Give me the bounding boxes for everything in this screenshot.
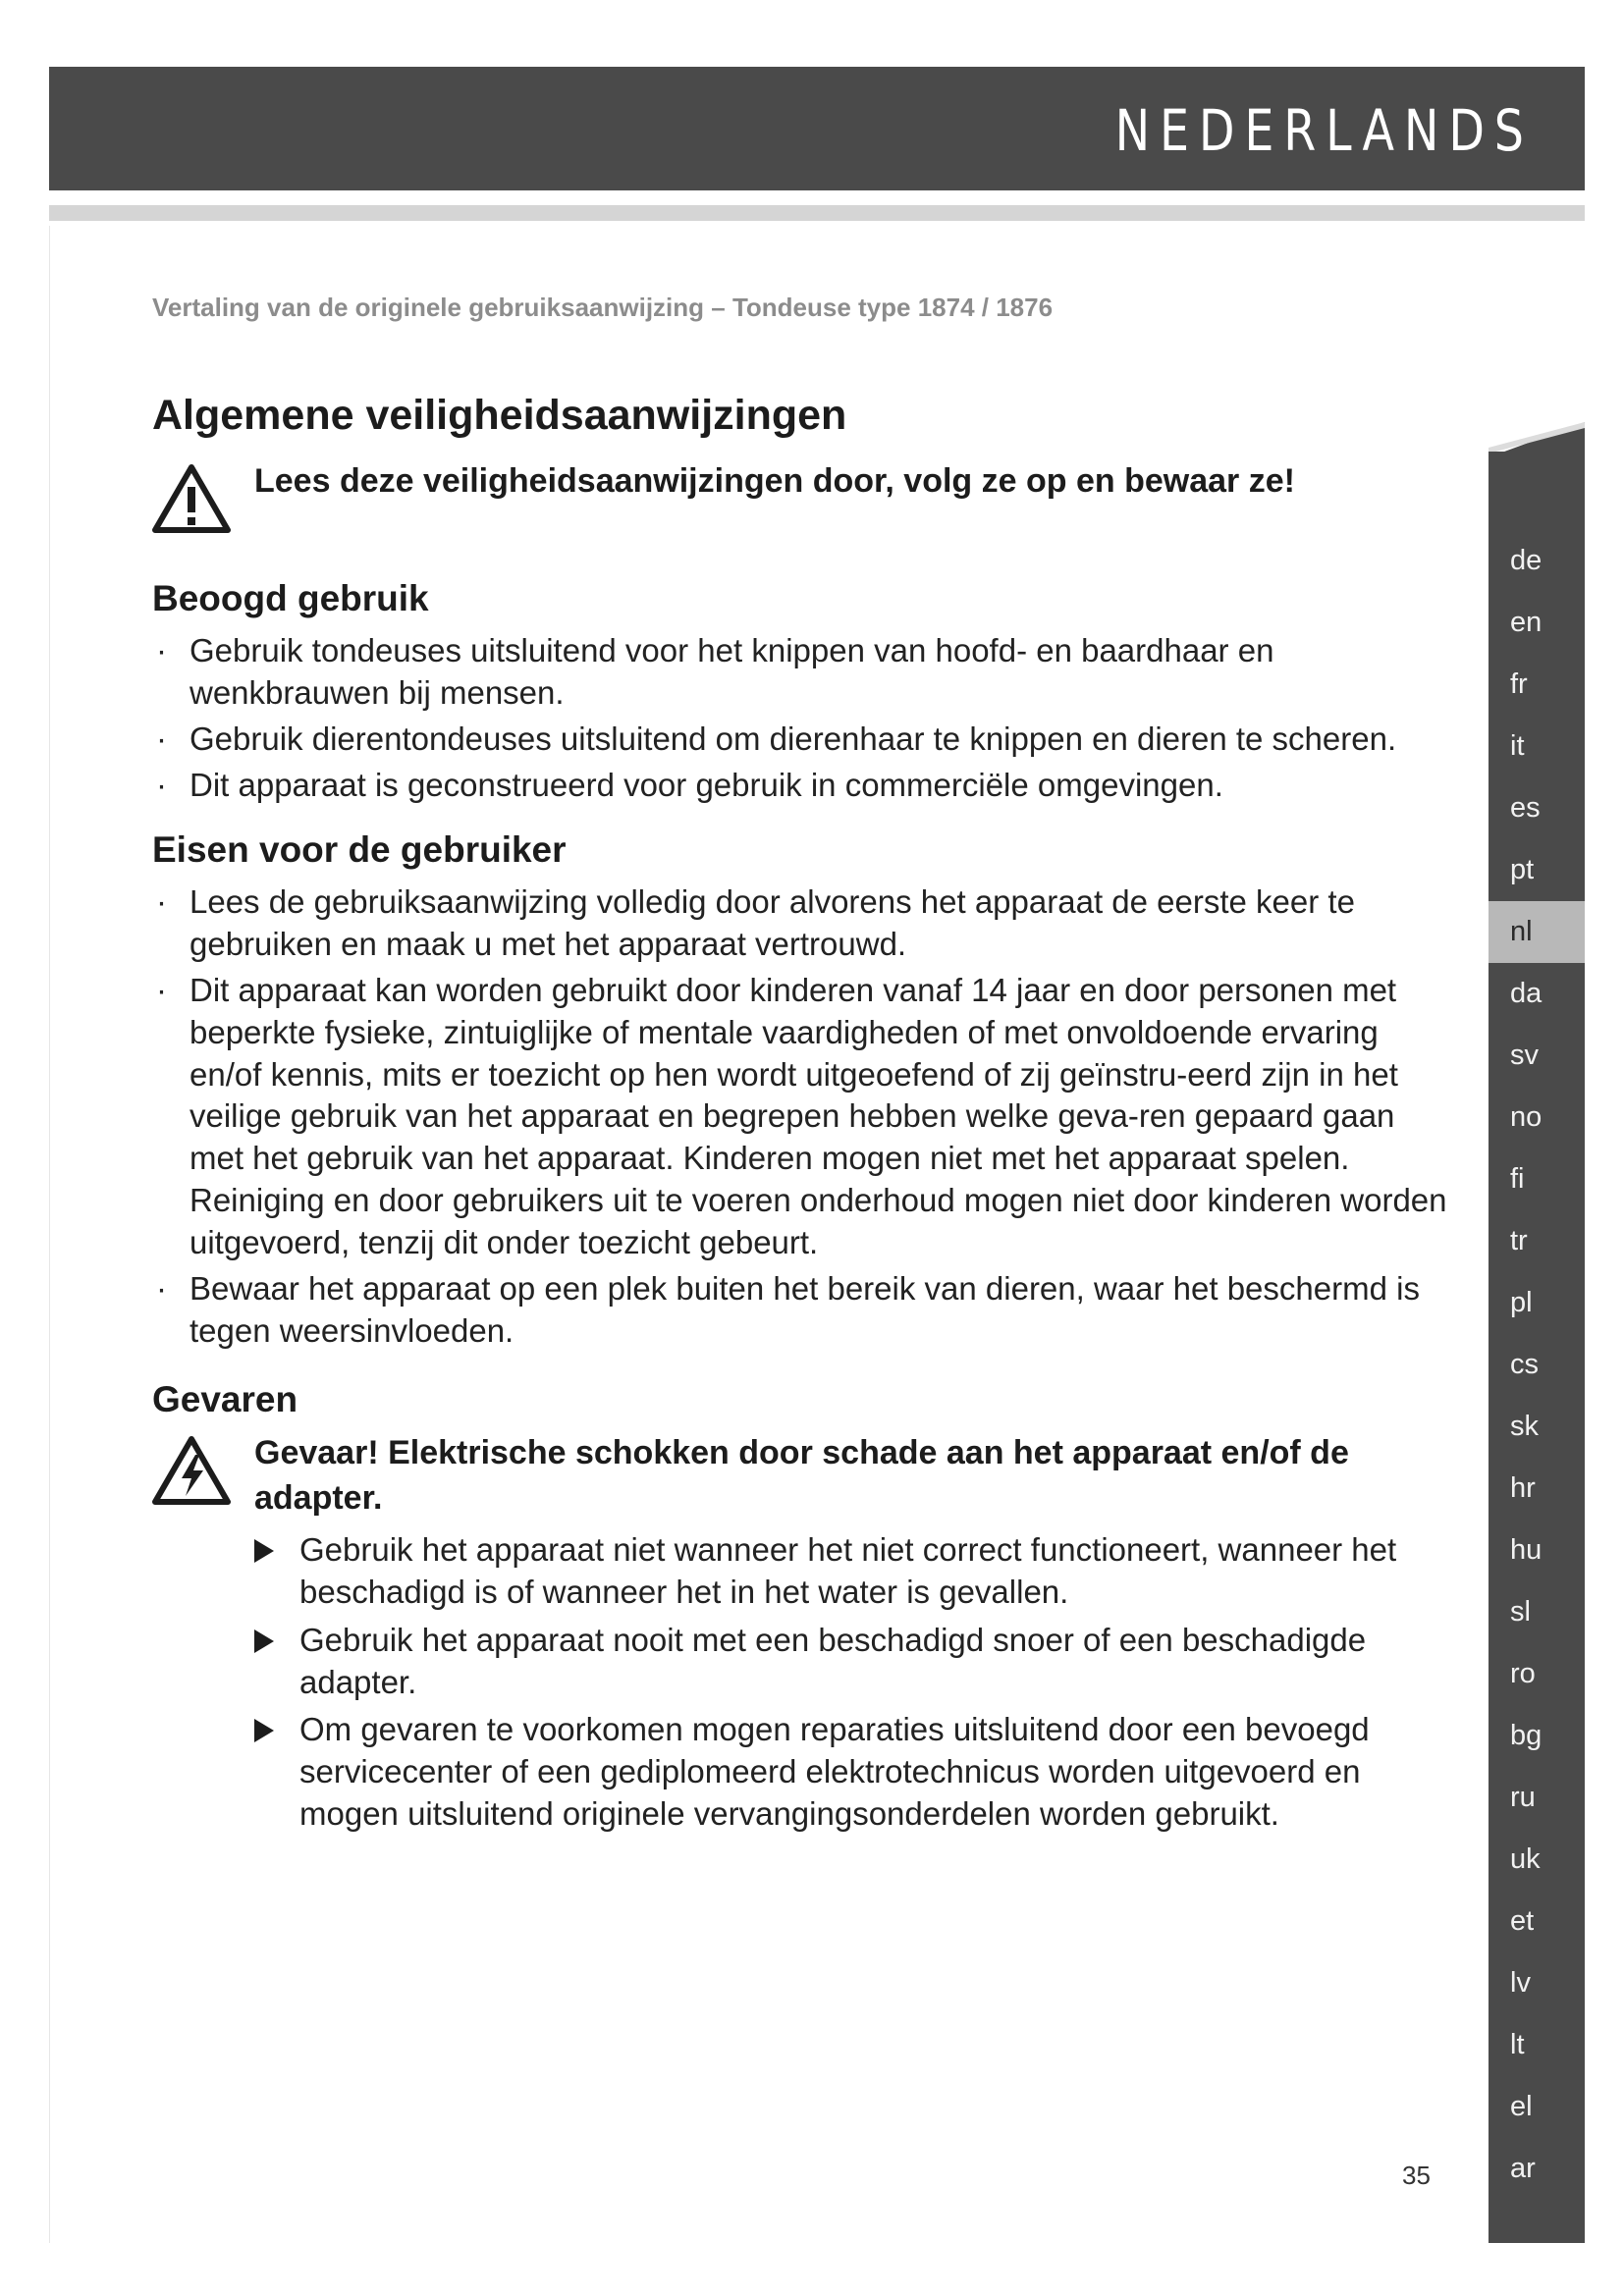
language-tab-ru[interactable]: ru xyxy=(1510,1782,1536,1813)
warning-triangle-icon xyxy=(152,463,231,534)
list-item-text: Gebruik het apparaat niet wanneer het niet correct functioneert, wanneer het beschadigd is of wanneer het in het water is gevallen. xyxy=(299,1530,1397,1610)
list-item xyxy=(248,1529,1448,1614)
bullet-dot: · xyxy=(156,766,167,803)
bullet-dot: · xyxy=(156,720,167,757)
language-tab-lv[interactable]: lv xyxy=(1510,1967,1531,1999)
language-tab-hr[interactable]: hr xyxy=(1510,1472,1536,1504)
page-margin-line xyxy=(49,226,50,2243)
language-tab-ro[interactable]: ro xyxy=(1510,1658,1536,1689)
bullet-dot: · xyxy=(156,631,167,668)
language-sidebar xyxy=(1489,422,1585,2243)
header-divider xyxy=(49,205,1585,221)
list-item-text: Dit apparaat is geconstrueerd voor gebruik in commerciële omgevingen. xyxy=(189,766,1223,803)
hazard-actions-list xyxy=(248,1529,1448,1836)
list-item xyxy=(248,1620,1448,1704)
language-tab-nl[interactable]: nl xyxy=(1489,901,1585,963)
language-tab-cs[interactable]: cs xyxy=(1510,1349,1539,1380)
language-tab-no[interactable]: no xyxy=(1510,1101,1543,1133)
language-tab-el[interactable]: el xyxy=(1510,2091,1533,2122)
language-tab-bg[interactable]: bg xyxy=(1510,1720,1543,1751)
language-tab-uk[interactable]: uk xyxy=(1510,1843,1541,1875)
list-item-text: Gebruik tondeuses uitsluitend voor het knippen van hoofd- en baardhaar en wenkbrauwen bij mensen. xyxy=(189,631,1274,711)
main-content xyxy=(152,391,1448,1842)
hazard-warning-text: Gevaar! Elektrische schokken door schade aan het apparaat en/of de adapter. xyxy=(254,1434,1349,1518)
header-bar xyxy=(49,67,1585,190)
list-item-text: Bewaar het apparaat op een plek buiten het bereik van dieren, waar het beschermd is tegen weersinvloeden. xyxy=(189,1269,1420,1349)
list-item xyxy=(152,765,1448,807)
language-tab-sk[interactable]: sk xyxy=(1510,1411,1539,1442)
section-heading-hazards: Gevaren xyxy=(152,1378,298,1419)
intro-warning xyxy=(152,459,1448,534)
language-tab-en[interactable]: en xyxy=(1510,607,1543,638)
list-item xyxy=(152,1268,1448,1353)
intro-warning-text: Lees deze veiligheidsaanwijzingen door, volg ze op en bewaar ze! xyxy=(254,461,1295,500)
list-item xyxy=(248,1709,1448,1836)
language-tab-et[interactable]: et xyxy=(1510,1905,1535,1937)
list-item xyxy=(152,881,1448,966)
arrow-right-icon xyxy=(254,1719,274,1742)
language-tab-it[interactable]: it xyxy=(1510,730,1525,762)
section-heading-intended-use: Beoogd gebruik xyxy=(152,577,429,618)
language-list xyxy=(1489,530,1585,2200)
document-subtitle: Vertaling van de originele gebruiksaanwijzing – Tondeuse type 1874 / 1876 xyxy=(152,293,1054,322)
section-heading-user-requirements: Eisen voor de gebruiker xyxy=(152,828,567,870)
page-title: Algemene veiligheidsaanwijzingen xyxy=(152,392,847,439)
language-tab-lt[interactable]: lt xyxy=(1510,2029,1525,2060)
language-tab-ar[interactable]: ar xyxy=(1510,2153,1536,2184)
language-tab-pt[interactable]: pt xyxy=(1510,854,1535,885)
list-item xyxy=(152,719,1448,761)
bullet-dot: · xyxy=(156,971,167,1008)
list-item xyxy=(152,630,1448,715)
list-item-text: Lees de gebruiksaanwijzing volledig door alvorens het apparaat de eerste keer te gebruiken en maak u met het apparaat vertrouwd. xyxy=(189,882,1355,962)
language-tab-hu[interactable]: hu xyxy=(1510,1534,1543,1566)
language-tab-de[interactable]: de xyxy=(1510,545,1543,576)
electric-hazard-icon xyxy=(152,1435,231,1506)
language-tab-tr[interactable]: tr xyxy=(1510,1225,1528,1256)
language-tab-es[interactable]: es xyxy=(1510,792,1541,824)
language-tab-sl[interactable]: sl xyxy=(1510,1596,1531,1628)
user-requirements-list xyxy=(152,881,1448,1353)
list-item-text: Om gevaren te voorkomen mogen reparaties uitsluitend door een bevoegd servicecenter of een gediplomeerd elektrotechnicus worden uitgevoerd en mogen uitsluitend originele vervangingsonderdelen worden gebruikt. xyxy=(299,1711,1370,1833)
language-tab-fi[interactable]: fi xyxy=(1510,1163,1525,1195)
page-number: 35 xyxy=(1402,2161,1431,2190)
list-item-text: Gebruik dierentondeuses uitsluitend om dierenhaar te knippen en dieren te scheren. xyxy=(189,720,1397,757)
bullet-dot: · xyxy=(156,882,167,920)
language-tab-fr[interactable]: fr xyxy=(1510,668,1528,700)
arrow-right-icon xyxy=(254,1539,274,1563)
list-item xyxy=(152,970,1448,1264)
language-tab-sv[interactable]: sv xyxy=(1510,1040,1539,1071)
bullet-dot: · xyxy=(156,1269,167,1307)
hazard-warning xyxy=(152,1431,1448,1522)
language-tab-pl[interactable]: pl xyxy=(1510,1287,1533,1318)
arrow-right-icon xyxy=(254,1629,274,1653)
list-item-text: Gebruik het apparaat nooit met een beschadigd snoer of een beschadigde adapter. xyxy=(299,1621,1367,1700)
language-tab-da[interactable]: da xyxy=(1510,978,1543,1009)
list-item-text: Dit apparaat kan worden gebruikt door kinderen vanaf 14 jaar en door personen met beperkte fysieke, zintuiglijke of mentale vaardigheden of met onvoldoende ervaring en/of kennis, mits er toezicht op hen wordt uitgeoefend of zij geïnstru-eerd zijn in het veilige gebruik van het apparaat en begrepen hebben welke geva-ren gepaard gaan met het gebruik van het apparaat. Kinderen mogen niet met het apparaat spelen. Reiniging en door gebruikers uit te voeren onderhoud mogen niet door kinderen worden uitgevoerd, tenzij dit onder toezicht gebeurt. xyxy=(189,971,1447,1261)
language-title: NEDERLANDS xyxy=(1114,97,1534,164)
intended-use-list xyxy=(152,630,1448,807)
